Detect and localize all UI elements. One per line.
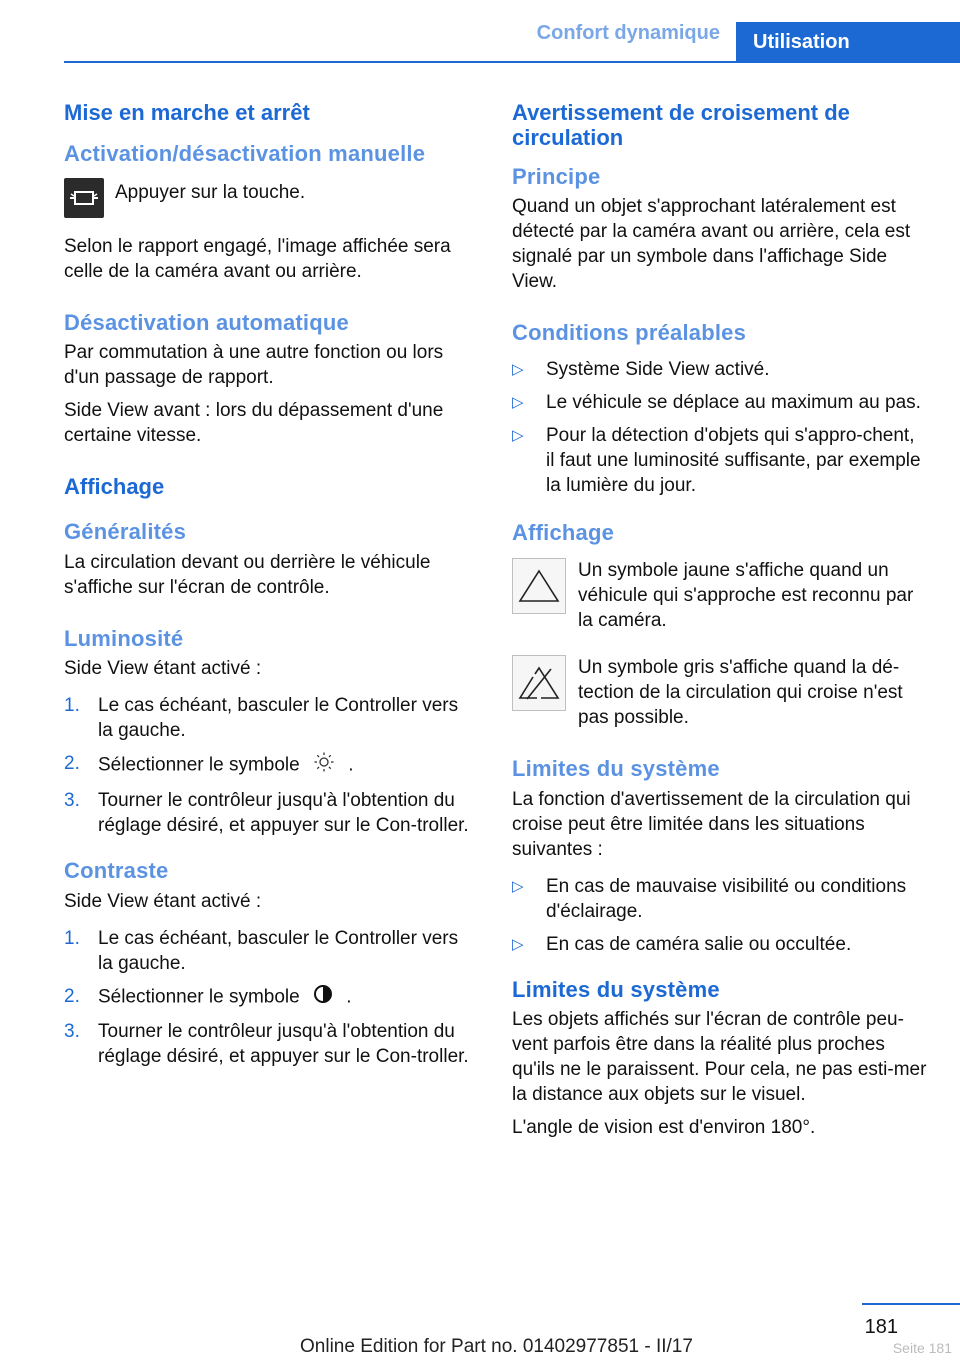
heading-right-display: Affichage <box>512 519 615 545</box>
auto-paragraph-1: Par commutation à une autre fonction ou lors d'un passage de rapport. <box>64 342 444 389</box>
list-item: 3. Tourner le contrôleur jusqu'à l'obtention du réglage désiré, et appuyer sur le Con‐troller. <box>64 1020 469 1067</box>
page-number: 181 <box>864 1316 898 1338</box>
list-item: ▷ Pour la détection d'objets qui s'appro‐chent, il faut une luminosité suffisante, par exemple la lumière du jour. <box>512 424 921 496</box>
bullet-triangle-icon: ▷ <box>512 426 524 444</box>
list-item: ▷ Système Side View activé. <box>512 358 770 380</box>
display-yellow-text: Un symbole jaune s'affiche quand un véhicule qui s'approche est reconnu par la caméra. <box>578 560 914 632</box>
list-item: 1. Le cas échéant, basculer le Controller vers la gauche. <box>64 695 459 742</box>
limits2-paragraph-1: Les objets affichés sur l'écran de contrôle peu‐vent parfois être dans la réalité plus proches qu'ils ne le paraissent. Pour cela, ne pas esti‐mer la distance aux objets sur le visuel. <box>512 1008 927 1105</box>
brightness-steps <box>64 693 476 838</box>
list-item: ▷ Le véhicule se déplace au maximum au pas. <box>512 391 921 413</box>
list-item: 1. Le cas échéant, basculer le Controller vers la gauche. <box>64 927 459 974</box>
list-item: ▷ En cas de mauvaise visibilité ou conditions d'éclairage. <box>512 875 907 922</box>
heading-principle: Principe <box>512 164 601 189</box>
edition-line: Online Edition for Part no. 01402977851 - II/17 <box>300 1336 693 1357</box>
limits1-list <box>512 874 928 957</box>
prerequisites-list <box>512 357 928 498</box>
contrast-intro: Side View étant activé : <box>64 890 262 912</box>
warning-triangle-icon <box>512 558 566 614</box>
display-yellow-row <box>512 558 928 633</box>
heading-auto-deactivation: Désactivation automatique <box>64 309 349 335</box>
bullet-triangle-icon: ▷ <box>512 360 524 378</box>
heading-brightness: Luminosité <box>64 625 184 651</box>
left-column <box>64 100 476 1081</box>
heading-prerequisites: Conditions préalables <box>512 320 747 346</box>
sun-icon <box>313 751 335 780</box>
bullet-triangle-icon: ▷ <box>512 877 524 895</box>
manual-instruction-text: Appuyer sur la touche. <box>115 181 306 203</box>
footer-rule <box>862 1303 960 1305</box>
heading-system-limits-2: Limites du système <box>512 976 720 1002</box>
page-header <box>0 0 960 66</box>
list-item: 2. Sélectionner le symbole . <box>64 984 476 1011</box>
right-column <box>512 100 928 1148</box>
section-tab: Confort dynamique <box>536 22 720 44</box>
limits1-paragraph: La fonction d'avertissement de la circulation qui croise peut être limitée dans les situations suivantes : <box>512 788 911 860</box>
principle-paragraph: Quand un objet s'approchant latéralement est détecté par la caméra avant ou arrière, cela est signalé par un symbole dans l'affichage Side View. <box>512 196 911 293</box>
heading-contrast: Contraste <box>64 858 169 884</box>
list-item: ▷ En cas de caméra salie ou occultée. <box>512 933 852 955</box>
bullet-triangle-icon: ▷ <box>512 393 524 411</box>
heading-cross-traffic-warning: Avertissement de croisement de circulation <box>512 100 850 150</box>
display-gray-row <box>512 655 928 730</box>
side-view-camera-button-icon <box>64 178 104 218</box>
heading-display: Affichage <box>64 474 165 500</box>
manual-paragraph: Selon le rapport engagé, l'image affichée sera celle de la caméra avant ou arrière. <box>64 235 451 282</box>
warning-triangle-crossed-icon <box>512 655 566 711</box>
contrast-icon <box>313 984 333 1011</box>
auto-paragraph-2: Side View avant : lors du dépassement d'une certaine vitesse. <box>64 400 444 447</box>
heading-general: Généralités <box>64 519 187 545</box>
heading-manual-activation: Activation/désactivation manuelle <box>64 141 426 167</box>
heading-power-on-off: Mise en marche et arrêt <box>64 100 310 125</box>
list-item: 3. Tourner le contrôleur jusqu'à l'obtention du réglage désiré, et appuyer sur le Con‐troller. <box>64 790 469 837</box>
list-item: 2. Sélectionner le symbole . <box>64 751 476 780</box>
watermark: Seite 181 <box>892 1340 952 1356</box>
brightness-intro: Side View étant activé : <box>64 658 262 680</box>
header-rule <box>64 61 960 63</box>
manual-instruction <box>64 180 476 218</box>
bullet-triangle-icon: ▷ <box>512 935 524 953</box>
display-gray-text: Un symbole gris s'affiche quand la dé‐tection de la circulation qui croise n'est pas possible. <box>578 657 903 729</box>
heading-system-limits-1: Limites du système <box>512 756 720 782</box>
limits2-paragraph-2: L'angle de vision est d'environ 180°. <box>512 1116 816 1138</box>
contrast-steps <box>64 926 476 1069</box>
active-tab: Utilisation <box>736 22 960 63</box>
general-paragraph: La circulation devant ou derrière le véhicule s'affiche sur l'écran de contrôle. <box>64 551 431 598</box>
